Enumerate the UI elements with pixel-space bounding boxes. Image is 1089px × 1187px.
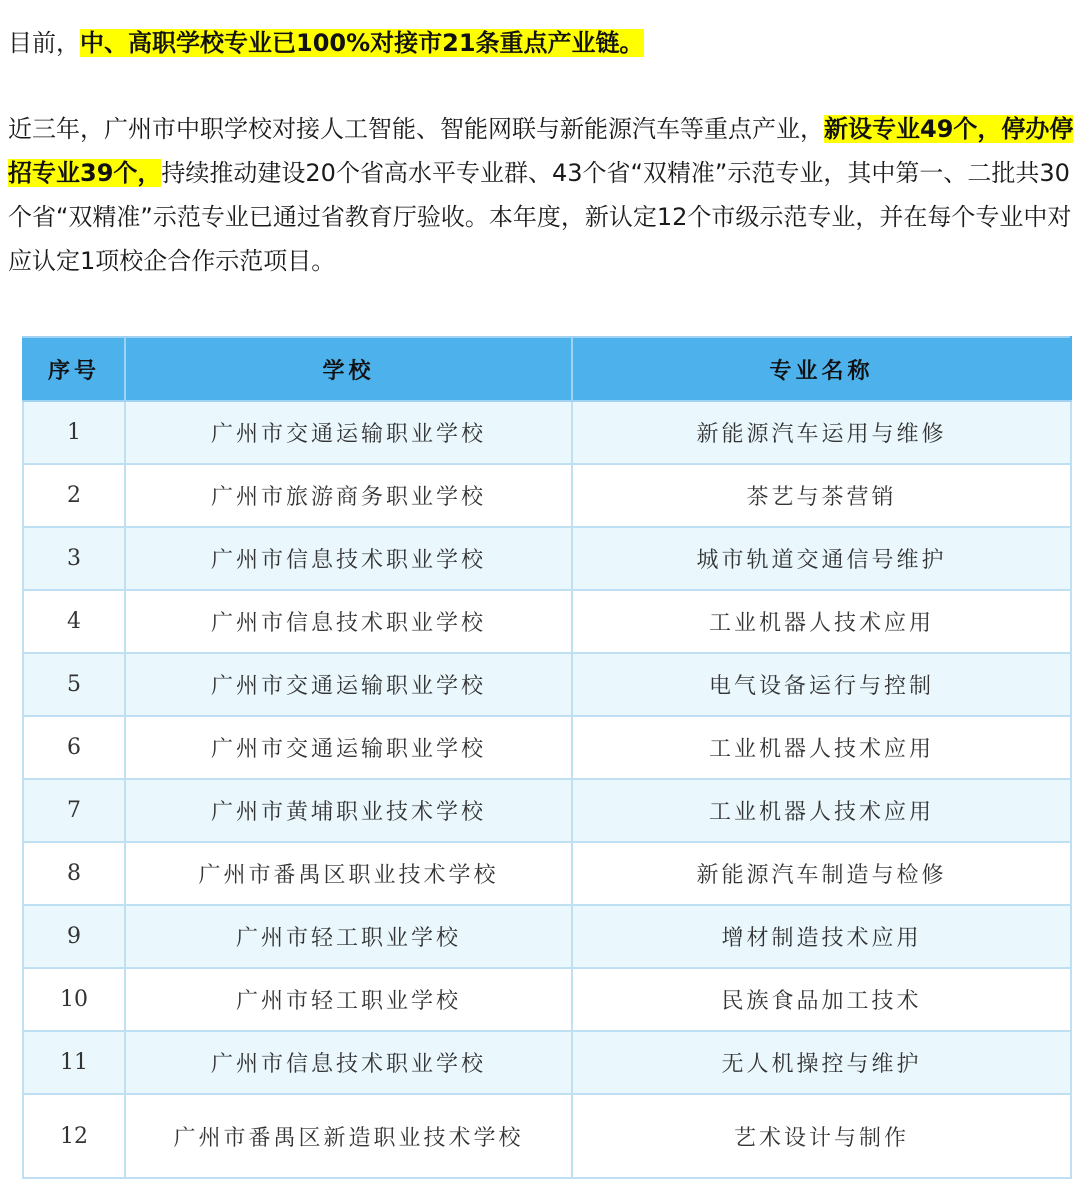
row-major: 工业机器人技术应用 — [572, 779, 1071, 842]
table-row — [23, 968, 1071, 1031]
row-number: 2 — [23, 464, 125, 527]
row-number: 11 — [23, 1031, 125, 1094]
table-row — [23, 1094, 1071, 1178]
row-number: 9 — [23, 905, 125, 968]
header-no: 序号 — [23, 337, 125, 401]
row-number: 1 — [23, 401, 125, 464]
table-row — [23, 464, 1071, 527]
row-major: 艺术设计与制作 — [572, 1094, 1071, 1178]
paragraph-1-lead: 目前， — [8, 29, 80, 57]
row-number: 4 — [23, 590, 125, 653]
row-major: 无人机操控与维护 — [572, 1031, 1071, 1094]
row-school: 广州市黄埔职业技术学校 — [125, 779, 572, 842]
row-number: 3 — [23, 527, 125, 590]
paragraph-2-highlight: 新设专业49个，停办停招专业39个， — [8, 115, 1074, 187]
row-school: 广州市轻工职业学校 — [125, 968, 572, 1031]
paragraph-2-rest: 持续推动建设20个省高水平专业群、43个省“双精准”示范专业，其中第一、二批共30个省“双精准”示范专业已通过省教育厅验收。本年度，新认定12个市级示范专业，并在每个专业中对应认定1项校企合作示范项目。 — [8, 159, 1072, 275]
paragraph-1 — [8, 21, 1089, 65]
row-school: 广州市信息技术职业学校 — [125, 1031, 572, 1094]
row-major: 增材制造技术应用 — [572, 905, 1071, 968]
row-major: 民族食品加工技术 — [572, 968, 1071, 1031]
row-school: 广州市交通运输职业学校 — [125, 401, 572, 464]
row-major: 电气设备运行与控制 — [572, 653, 1071, 716]
table-row — [23, 1031, 1071, 1094]
row-school: 广州市旅游商务职业学校 — [125, 464, 572, 527]
table-row — [23, 779, 1071, 842]
majors-table — [22, 336, 1072, 1179]
row-school: 广州市番禺区职业技术学校 — [125, 842, 572, 905]
table-row — [23, 905, 1071, 968]
row-number: 10 — [23, 968, 125, 1031]
row-major: 新能源汽车制造与检修 — [572, 842, 1071, 905]
row-major: 工业机器人技术应用 — [572, 590, 1071, 653]
row-school: 广州市信息技术职业学校 — [125, 590, 572, 653]
row-major: 工业机器人技术应用 — [572, 716, 1071, 779]
row-school: 广州市轻工职业学校 — [125, 905, 572, 968]
header-major: 专业名称 — [572, 337, 1071, 401]
table-row — [23, 401, 1071, 464]
majors-table-container — [22, 336, 1070, 1179]
table-row — [23, 527, 1071, 590]
table-row — [23, 590, 1071, 653]
table-row — [23, 653, 1071, 716]
row-number: 12 — [23, 1094, 125, 1178]
row-major: 城市轨道交通信号维护 — [572, 527, 1071, 590]
row-school: 广州市交通运输职业学校 — [125, 716, 572, 779]
row-school: 广州市番禺区新造职业技术学校 — [125, 1094, 572, 1178]
table-row — [23, 842, 1071, 905]
header-school: 学校 — [125, 337, 572, 401]
table-header-row — [23, 337, 1071, 401]
paragraph-2 — [8, 107, 1089, 283]
table-row — [23, 716, 1071, 779]
row-number: 8 — [23, 842, 125, 905]
row-major: 茶艺与茶营销 — [572, 464, 1071, 527]
row-number: 6 — [23, 716, 125, 779]
row-school: 广州市交通运输职业学校 — [125, 653, 572, 716]
row-number: 5 — [23, 653, 125, 716]
paragraph-1-highlight: 中、高职学校专业已100%对接市21条重点产业链。 — [80, 29, 644, 57]
row-number: 7 — [23, 779, 125, 842]
row-major: 新能源汽车运用与维修 — [572, 401, 1071, 464]
paragraph-2-lead: 近三年，广州市中职学校对接人工智能、智能网联与新能源汽车等重点产业， — [8, 115, 824, 143]
row-school: 广州市信息技术职业学校 — [125, 527, 572, 590]
